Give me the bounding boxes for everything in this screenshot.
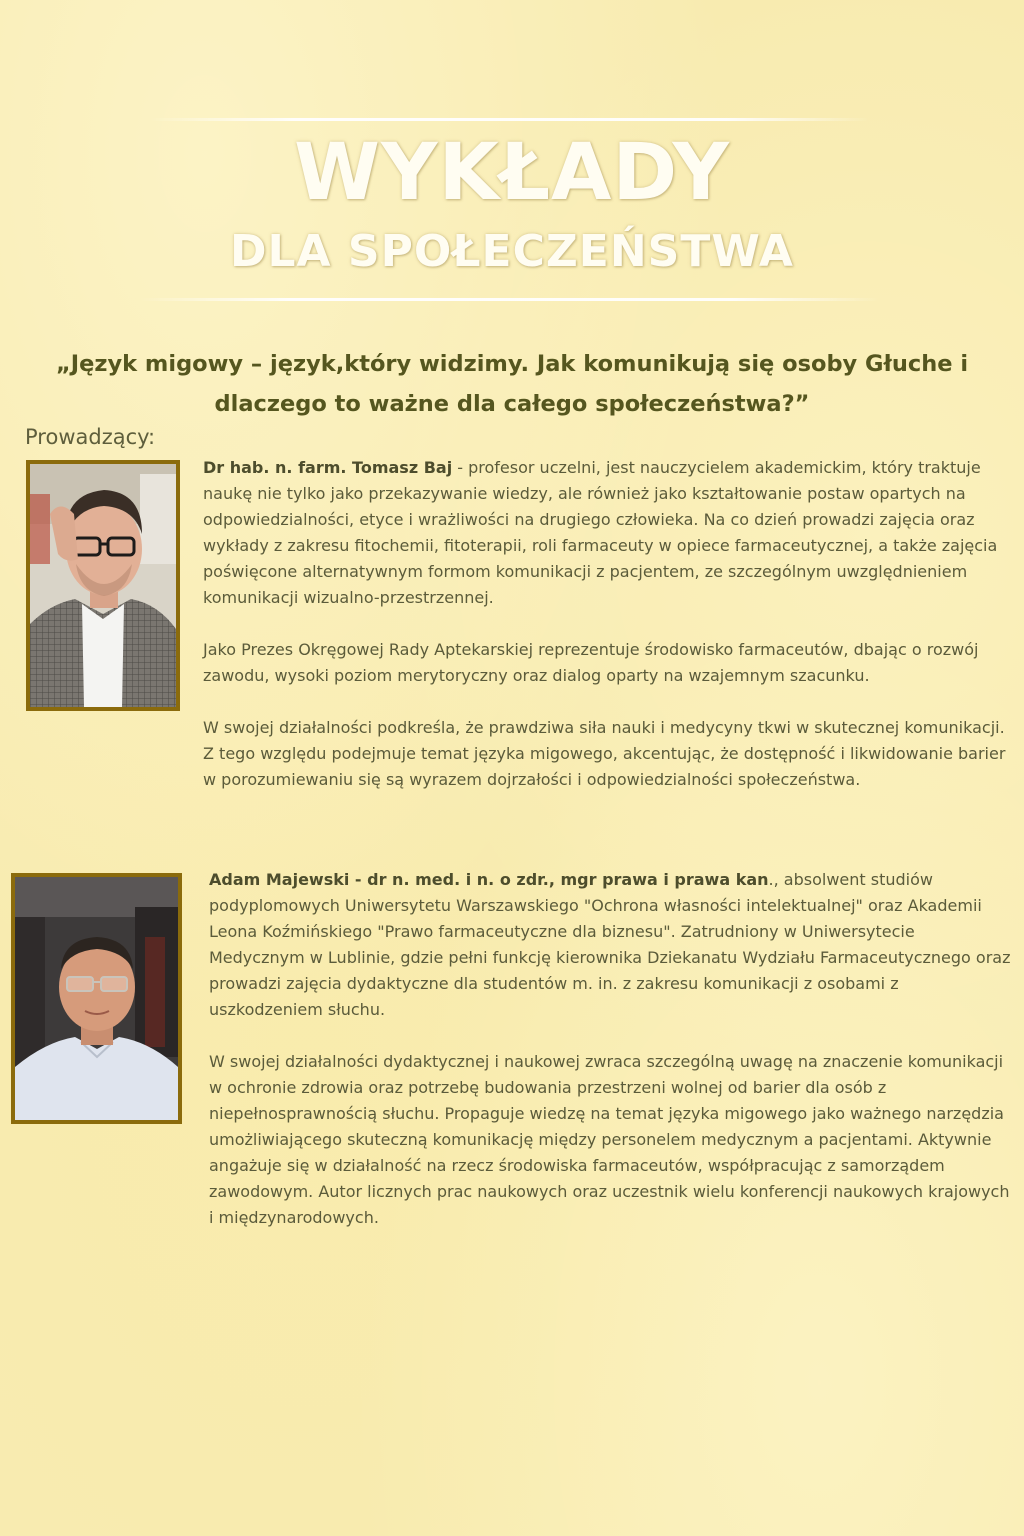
lecturer-1-portrait-image	[30, 464, 176, 707]
lecture-title	[20, 344, 1004, 424]
lecturer-2-portrait-image	[15, 877, 178, 1120]
lecturer-1-paragraph-2: Jako Prezes Okręgowej Rady Aptekarskiej reprezentuje środowisko farmaceutów, dbając o rozwój zawodu, wysoki poziom merytoryczny oraz dialog oparty na wzajemnym szacunku.	[203, 640, 979, 685]
banner-title: WYKŁADY	[294, 128, 730, 218]
lecturer-2-paragraph-2: W swojej działalności dydaktycznej i naukowej zwraca szczególną uwagę na znaczenie komunikacji w ochronie zdrowia oraz potrzebę budowania przestrzeni wolnej od barier dla osób z niepełnosprawnością słuchu. Propaguje wiedzę na temat języka migowego jako ważnego narzędzia umożliwiającego skuteczną komunikację między personelem medycznym a pacjentami. Aktywnie angażuje się w działalność na rzecz środowiska farmaceutów, współpracując z samorządem zawodowym. Autor licznych prac naukowych oraz uczestnik wielu konferencji naukowych krajowych i międzynarodowych.	[209, 1052, 1010, 1227]
header-banner	[0, 0, 1024, 320]
lecturer-1-paragraph-1	[203, 455, 1011, 611]
banner-bottom-rule	[140, 298, 880, 301]
lecturer-1-bio	[203, 455, 1011, 793]
lecture-title-line-1: „Język migowy – język,który widzimy. Jak komunikują się osoby Głuche i	[55, 351, 969, 377]
lecturer-2-photo	[11, 873, 182, 1124]
lecturer-2-paragraph-1	[209, 867, 1011, 1023]
lecturer-1-photo	[26, 460, 180, 711]
lecturers-label: Prowadzący:	[25, 425, 156, 449]
lecturer-1-paragraph-1-text: - profesor uczelni, jest nauczycielem akademickim, który traktuje naukę nie tylko jako przekazywanie wiedzy, ale również jako kształtowanie postaw opartych na odpowiedzialności, etyce i wrażliwości na drugiego człowieka. Na co dzień prowadzi zajęcia oraz wykłady z zakresu fitochemii, fitoterapii, roli farmaceuty w opiece farmaceutycznej, a także zajęcia poświęcone alternatywnym formom komunikacji z pacjentem, ze szczególnym uwzględnieniem komunikacji wizualno-przestrzennej.	[203, 458, 998, 607]
lecturer-1-name: Dr hab. n. farm. Tomasz Baj	[203, 458, 453, 477]
lecturer-1-paragraph-3: W swojej działalności podkreśla, że prawdziwa siła nauki i medycyny tkwi w skutecznej komunikacji. Z tego względu podejmuje temat języka migowego, akcentując, że dostępność i likwidowanie barier w porozumiewaniu się są wyrazem dojrzałości i odpowiedzialności społeczeństwa.	[203, 718, 1006, 789]
banner-subtitle: DLA SPOŁECZEŃSTWA	[230, 226, 794, 277]
lecturer-2-name: Adam Majewski - dr n. med. i n. o zdr., mgr prawa i prawa kan	[209, 870, 769, 889]
lecturer-2-paragraph-1-text: ., absolwent studiów podyplomowych Uniwersytetu Warszawskiego "Ochrona własności intelektualnej" oraz Akademii Leona Koźmińskiego "Prawo farmaceutyczne dla biznesu". Zatrudniony w Uniwersytecie Medycznym w Lublinie, gdzie pełni funkcję kierownika Dziekanatu Wydziału Farmaceutycznego oraz prowadzi zajęcia dydaktyczne dla studentów m. in. z zakresu komunikacji z osobami z uszkodzeniem słuchu.	[209, 870, 1011, 1019]
banner-top-rule	[150, 118, 870, 121]
lecture-title-line-2: dlaczego to ważne dla całego społeczeństwa?”	[214, 391, 810, 417]
lecturer-2-bio	[209, 867, 1011, 1231]
